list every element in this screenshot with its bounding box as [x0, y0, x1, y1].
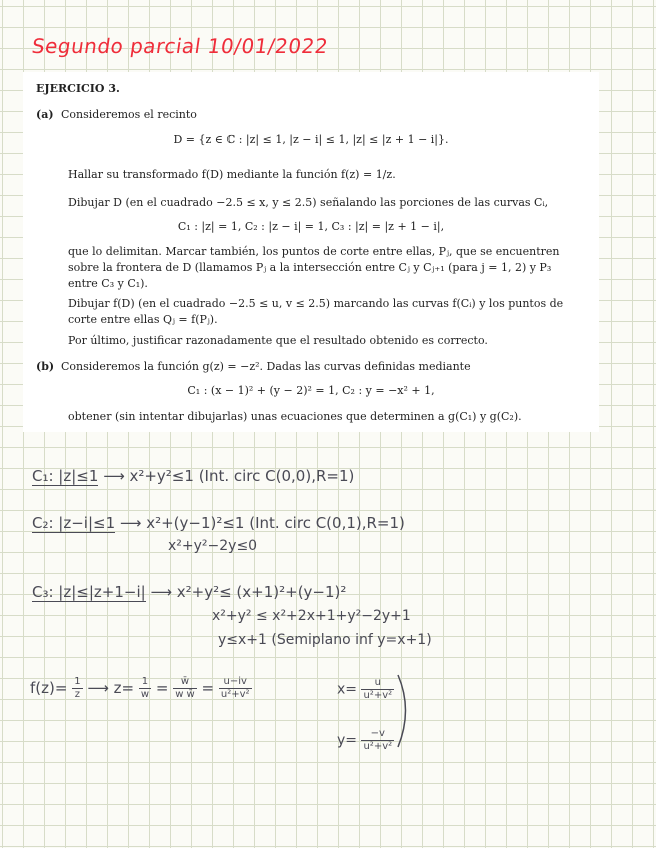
note-c1-rest: ⟶ x²+y²≤1 (Int. circ C(0,0),R=1) — [103, 467, 355, 485]
note-c3-line3: y≤x+1 (Semiplano inf y=x+1) — [218, 632, 432, 648]
note-frac-wbar: $\frac{w̄}{\text{w w̄}}$ — [175, 676, 195, 700]
note-frac-x: $\frac{u}{\text{u²+v²}}$ — [363, 677, 393, 701]
note-frac-1-over-w: $\frac{1}{w}$ — [140, 676, 150, 700]
note-y-eq: y= $\frac{-v}{\text{u²+v²}}$ — [337, 728, 393, 752]
part-a-line5: entre C₃ y C₁). — [68, 277, 148, 290]
note-c2-label: C₂: |z−i|≤1 — [32, 514, 116, 532]
note-arrow: ⟶ z= — [87, 679, 135, 697]
note-frac-y: $\frac{-v}{\text{u²+v²}}$ — [363, 728, 393, 752]
part-a-curves: C₁ : |z| = 1, C₂ : |z − i| = 1, C₃ : |z| = |z + 1 − i|, — [177, 220, 445, 233]
note-frac-1-over-z: $\frac{1}{z}$ — [74, 676, 81, 700]
part-a-line8: Por último, justificar razonadamente que el resultado obtenido es correcto. — [68, 334, 488, 347]
note-inversion: f(z)= $\frac{1}{z}$ ⟶ z= $\frac{1}{w}$ = $\frac{w̄}{\text{w w̄}}$ = $\frac{u-iv}{\text{u²+v²}}$ — [30, 676, 250, 700]
note-c1-label: C₁: |z|≤1 — [32, 467, 99, 485]
system-brace — [395, 672, 415, 750]
note-c3-rest: ⟶ x²+y²≤ (x+1)²+(y−1)² — [150, 583, 347, 601]
note-c3 — [32, 583, 346, 601]
part-a-label: (a) — [36, 108, 54, 121]
note-frac-uv: $\frac{u-iv}{\text{u²+v²}}$ — [220, 676, 250, 700]
note-c3-line2: x²+y² ≤ x²+2x+1+y²−2y+1 — [212, 608, 411, 624]
set-definition: D = {z ∈ ℂ : |z| ≤ 1, |z − i| ≤ 1, |z| ≤ |z + 1 − i|}. — [173, 133, 449, 146]
part-b-curves: C₁ : (x − 1)² + (y − 2)² = 1, C₂ : y = −x² + 1, — [187, 384, 435, 397]
part-a-line6: Dibujar f(D) (en el cuadrado −2.5 ≤ u, v ≤ 2.5) marcando las curvas f(Cᵢ) y los puntos de — [68, 297, 564, 310]
part-a-line4: sobre la frontera de D (llamamos Pⱼ a la intersección entre Cⱼ y Cⱼ₊₁ (para j = 1, 2) y P₃ — [68, 261, 552, 274]
note-x-eq: x= $\frac{u}{\text{u²+v²}}$ — [337, 677, 393, 701]
exercise-sheet — [23, 72, 599, 432]
note-f-lhs: f(z)= — [30, 679, 68, 697]
note-c1 — [32, 467, 354, 485]
part-b-label: (b) — [36, 360, 55, 373]
part-a-line7: corte entre ellas Qⱼ = f(Pⱼ). — [68, 313, 218, 326]
note-c3-label: C₃: |z|≤|z+1−i| — [32, 583, 146, 601]
part-a-intro: Consideremos el recinto — [61, 108, 197, 121]
part-a-line1: Hallar su transformado f(D) mediante la función f(z) = 1/z. — [68, 168, 396, 181]
page-title: Segundo parcial 10/01/2022 — [30, 34, 330, 58]
note-c2-rest: ⟶ x²+(y−1)²≤1 (Int. circ C(0,1),R=1) — [119, 514, 405, 532]
note-c2 — [32, 514, 405, 532]
exercise-heading: EJERCICIO 3. — [36, 82, 120, 95]
part-a-line3: que lo delimitan. Marcar también, los puntos de corte entre ellas, Pⱼ, que se encuentren — [68, 245, 560, 258]
part-b-intro: Consideremos la función g(z) = −z². Dadas las curvas definidas mediante — [61, 360, 471, 373]
note-c2-line2: x²+y²−2y≤0 — [168, 538, 258, 554]
part-b-line1: obtener (sin intentar dibujarlas) unas ecuaciones que determinen a g(C₁) y g(C₂). — [68, 410, 522, 423]
part-a-line2: Dibujar D (en el cuadrado −2.5 ≤ x, y ≤ 2.5) señalando las porciones de las curvas Cᵢ, — [68, 196, 549, 209]
